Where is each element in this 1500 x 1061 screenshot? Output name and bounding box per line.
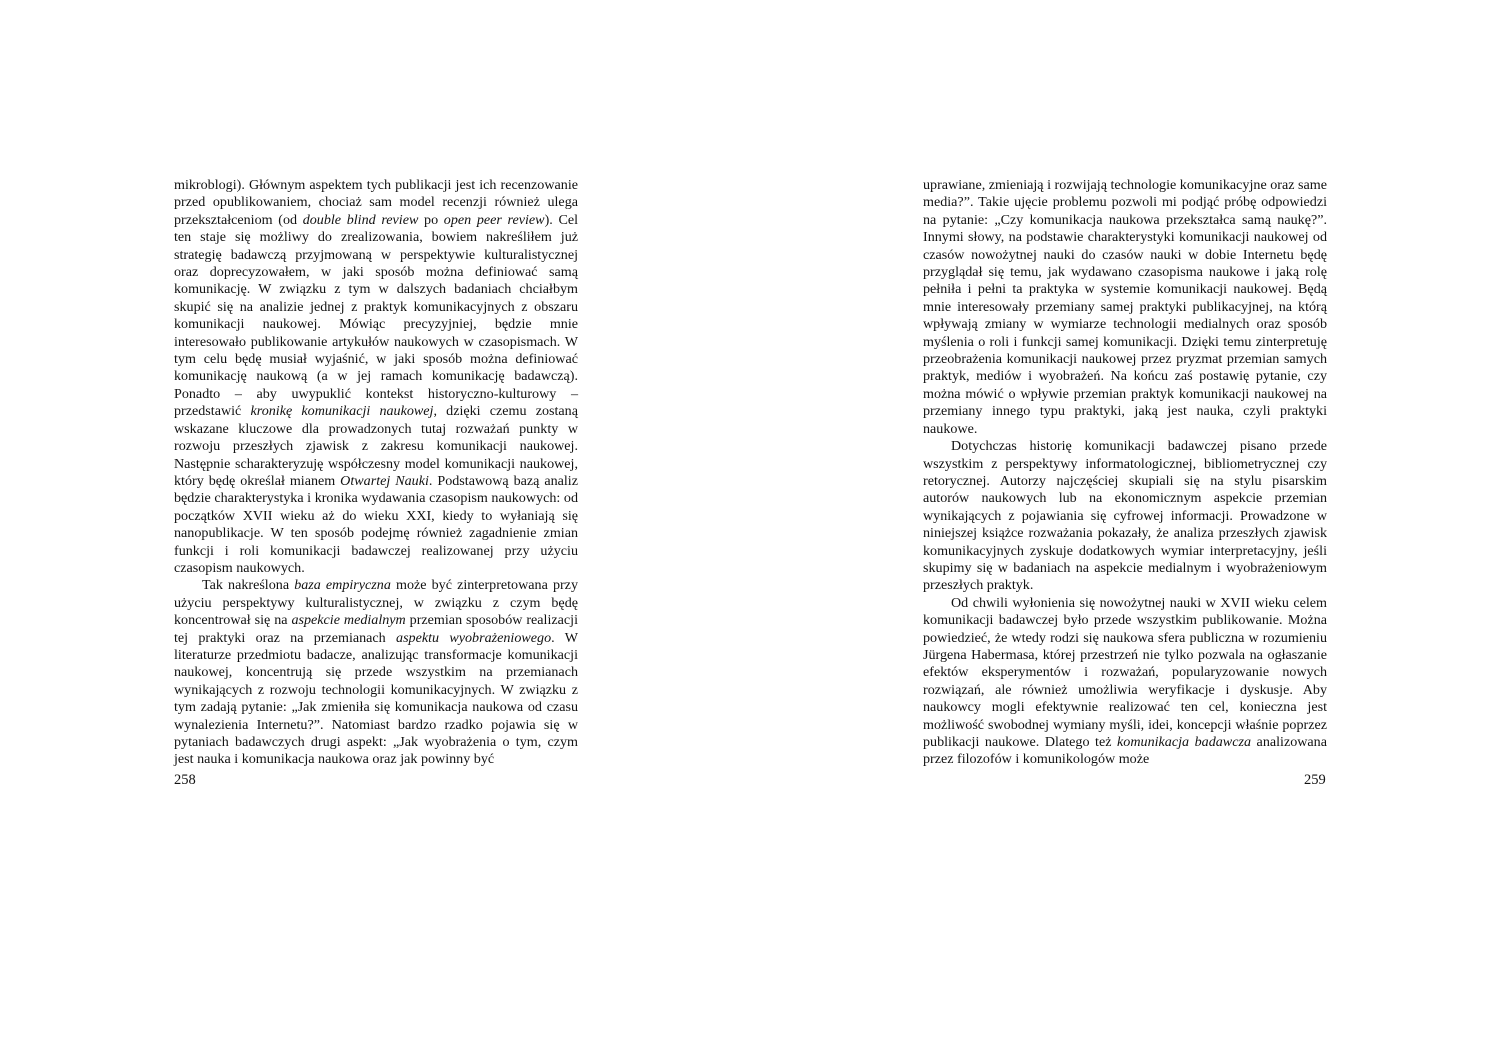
text-run: uprawiane, zmieniają i rozwijają technologie komunikacyjne oraz same media?”. Takie ujęcie problemu pozwoli mi podjąć próbę odpowiedzi na pytanie: „Czy komunikacja naukowa przekształca samą naukę?”. Innymi słowy, na podstawie charakterystyki komunikacji naukowej od czasów nowożytnej nauki do czasów nauki w dobie Internetu będę przyglądał się temu, jak wydawano czasopisma naukowe i jaką rolę pełniła i pełni ta praktyka w systemie komunikacji naukowej. Będą mnie interesowały przemiany samej praktyki publikacyjnej, na którą wpływają zmiany w wymiarze technologii medialnych oraz sposób myślenia o roli i funkcji samej komunikacji. Dzięki temu zinterpretuję przeobrażenia komunikacji naukowej przez pryzmat przemian samych praktyk, mediów i wyobrażeń. Na końcu zaś postawię pytanie, czy można mówić o wpływie przemian praktyk komunikacji naukowej na przemiany innego typu praktyki, jaką jest nauka, czyli praktyki naukowe. (923, 177, 1327, 437)
paragraph (923, 177, 1327, 438)
text-run: , dzięki czemu zostaną wskazane kluczowe dla prowadzonych tutaj rozważań punkty w rozwoju przeszłych zjawisk z zakresu komunikacji naukowej. Następnie scharakteryzuję współczesny model komunikacji naukowej, który będę określał mianem (174, 403, 578, 489)
italic-phrase: kronikę komunikacji naukowej (250, 403, 434, 420)
text-run: ). Cel ten staje się możliwy do zrealizowania, bowiem nakreśliłem już strategię badawczą przyjmowaną w perspektywie kulturalistycznej oraz doprecyzowałem, w jaki sposób można definiować samą komunikację. W związku z tym w dalszych badaniach chciałbym skupić się na analizie jednej z praktyk komunikacyjnych z obszaru komunikacji naukowej. Mówiąc precyzyjniej, będzie mnie interesowało publikowanie artykułów naukowych w czasopismach. W tym celu będę musiał wyjaśnić, w jaki sposób można definiować komunikację naukową (a w jej ramach komunikację badawczą). Ponadto – aby uwypuklić kontekst historyczno-kulturowy – przedstawić (174, 211, 579, 420)
text-run: przemian sposobów realizacji tej praktyki oraz na przemianach (174, 612, 578, 646)
right-page (923, 177, 1327, 769)
right-page-body (923, 177, 1327, 769)
paragraph (923, 438, 1327, 595)
italic-phrase: baza empiryczna (294, 577, 391, 594)
text-run: mikroblogi). Głównym aspektem tych publikacji jest ich recenzowanie przed opublikowaniem, chociaż sam model recenzji również ulega przekształceniom (od (174, 177, 578, 228)
left-page-body (174, 177, 578, 769)
text-run: . W literaturze przedmiotu badacze, analizując transformacje komunikacji naukowej, koncentrują się przede wszystkim na przemianach wynikających z rozwoju technologii komunikacyjnych. W związku z tym zadają pytanie: „Jak zmieniła się komunikacja naukowa od czasu wynalezienia Internetu?”. Natomiast bardzo rzadko pojawia się w pytaniach badawczych drugi aspekt: „Jak wyobrażenia o tym, czym jest nauka i komunikacja naukowa oraz jak powinny być (174, 629, 578, 768)
italic-phrase: double blind review (302, 211, 419, 228)
paragraph (174, 177, 578, 577)
text-run: . Podstawową bazą analiz będzie charakterystyka i kronika wydawania czasopism naukowych: od początków XVII wieku aż do wieku XXI, kiedy to wyłaniają się nanopublikacje. W ten sposób podejmę również zagadnienie zmian funkcji i roli komunikacji badawczej realizowanej przy użyciu czasopism naukowych. (174, 472, 578, 576)
left-page (174, 177, 578, 769)
page-number-right: 259 (1304, 772, 1326, 788)
text-run: może być zinterpretowana przy użyciu perspektywy kulturalistycznej, w związku z czym będę koncentrował się na (174, 577, 578, 629)
page-number-left: 258 (174, 772, 196, 788)
paragraph (174, 577, 578, 768)
paragraph (923, 595, 1327, 769)
italic-phrase: aspekcie medialnym (291, 612, 406, 629)
italic-phrase: komunikacja badawcza (1117, 734, 1251, 750)
text-run: analizowana przez filozofów i komunikologów może (923, 734, 1327, 768)
text-run: Od chwili wyłonienia się nowożytnej nauki w XVII wieku celem komunikacji badawczej było przede wszystkim publikowanie. Można powiedzieć, że wtedy rodzi się naukowa sfera publiczna w rozumieniu Jürgena Habermasa, której przestrzeń nie tylko pozwala na ogłaszanie efektów eksperymentów i rozważań, popularyzowanie nowych rozwiązań, ale również umożliwia weryfikacje i dyskusje. Aby naukowcy mogli efektywnie realizować ten cel, konieczna jest możliwość swobodnej wymiany myśli, idei, koncepcji właśnie poprzez publikacji naukowe. Dlatego też (923, 594, 1327, 750)
italic-phrase: open peer review (443, 211, 545, 228)
text-run: po (418, 211, 444, 228)
italic-phrase: aspektu wyobrażeniowego (396, 629, 552, 646)
text-run: Tak nakreślona (202, 577, 295, 594)
italic-phrase: Otwartej Nauki (340, 472, 429, 489)
text-run: Dotychczas historię komunikacji badawczej pisano przede wszystkim z perspektywy informatologicznej, bibliometrycznej czy retorycznej. Autorzy najczęściej skupiali się na stylu pisarskim autorów naukowych lub na ekonomicznym aspekcie przemian wynikających z pojawiania się cyfrowej informacji. Prowadzone w niniejszej książce rozważania pokazały, że analiza przeszłych zjawisk komunikacyjnych zyskuje dodatkowych wymiar interpretacyjny, jeśli skupimy się w badaniach na aspekcie medialnym i wyobrażeniowym przeszłych praktyk. (923, 438, 1327, 594)
